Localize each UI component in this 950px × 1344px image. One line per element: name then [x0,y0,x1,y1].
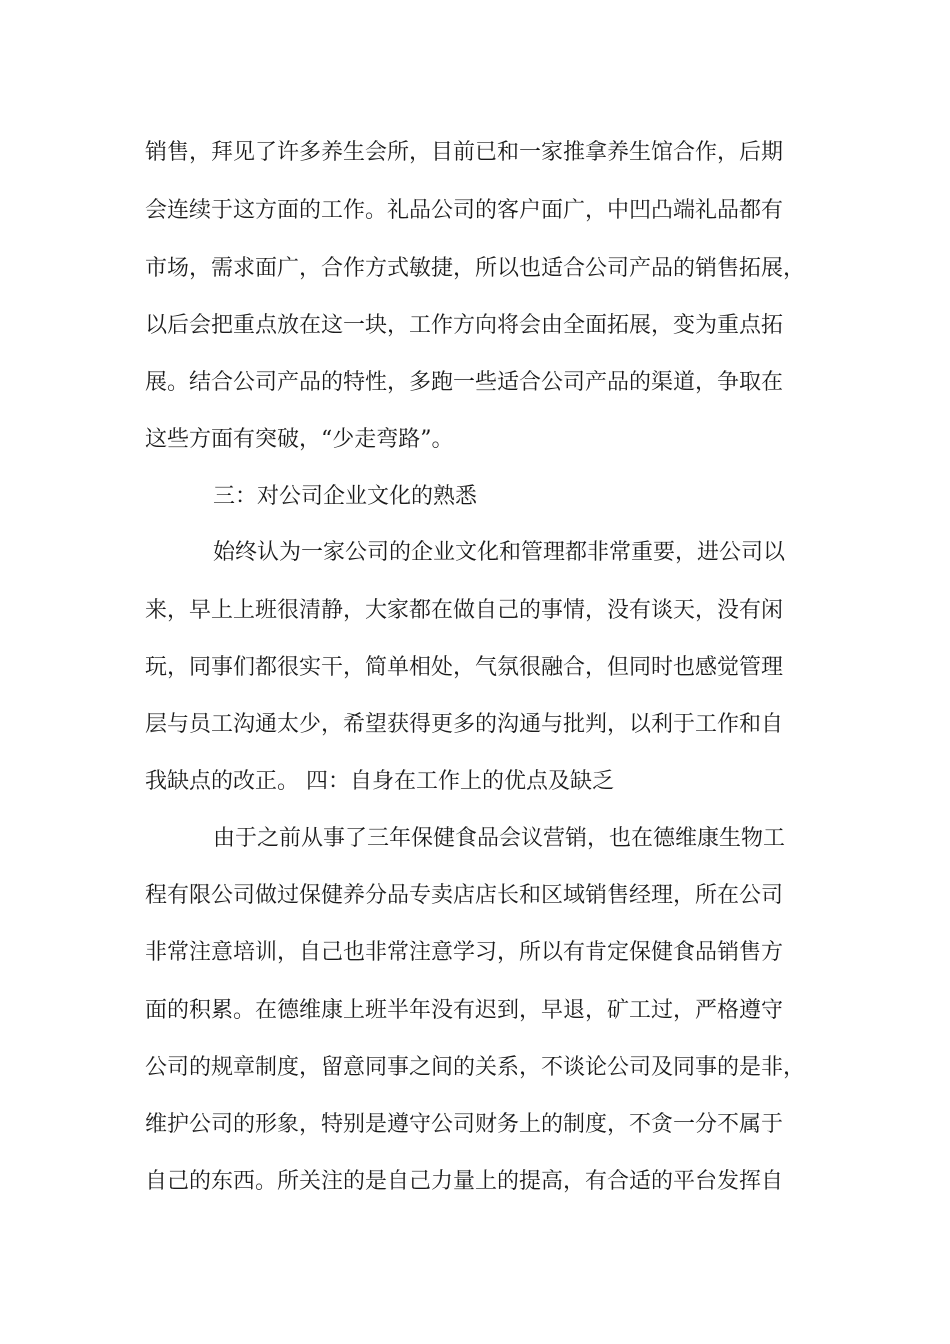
paragraph-line: 玩，同事们都很实干，简单相处，气氛很融合，但同时也感觉管理 [145,655,784,680]
paragraph-line: 会连续于这方面的工作。礼品公司的客户面广，中凹凸端礼品都有 [145,198,784,223]
paragraph-line: 这些方面有突破，“少走弯路”。 [145,427,454,452]
paragraph-line: 由于之前从事了三年保健食品会议营销，也在德维康生物工 [213,826,786,851]
paragraph-line: 自己的东西。所关注的是自己力量上的提高，有合适的平台发挥自 [145,1169,784,1194]
paragraph-line: 公司的规章制度，留意同事之间的关系，不谈论公司及同事的是非， [145,1055,806,1080]
paragraph-line: 始终认为一家公司的企业文化和管理都非常重要，进公司以 [213,540,786,565]
paragraph-line: 程有限公司做过保健养分品专卖店店长和区域销售经理，所在公司 [145,883,784,908]
paragraph-line: 维护公司的形象，特别是遵守公司财务上的制度，不贪一分不属于 [145,1112,784,1137]
paragraph-line: 面的积累。在德维康上班半年没有迟到，早退，矿工过，严格遵守 [145,998,784,1023]
section-heading: 三：对公司企业文化的熟悉 [213,484,478,509]
paragraph-line: 市场，需求面广，合作方式敏捷，所以也适合公司产品的销售拓展， [145,256,806,281]
paragraph-line: 我缺点的改正。 四：自身在工作上的优点及缺乏 [145,769,614,794]
paragraph-line: 展。结合公司产品的特性，多跑一些适合公司产品的渠道，争取在 [145,370,784,395]
paragraph-line: 来，早上上班很清静，大家都在做自己的事情，没有谈天，没有闲 [145,598,784,623]
paragraph-line: 以后会把重点放在这一块，工作方向将会由全面拓展，变为重点拓 [145,313,784,338]
paragraph-line: 非常注意培训，自己也非常注意学习，所以有肯定保健食品销售方 [145,940,784,965]
paragraph-line: 层与员工沟通太少，希望获得更多的沟通与批判，以利于工作和自 [145,712,784,737]
paragraph-line: 销售，拜见了许多养生会所，目前已和一家推拿养生馆合作，后期 [145,140,784,165]
